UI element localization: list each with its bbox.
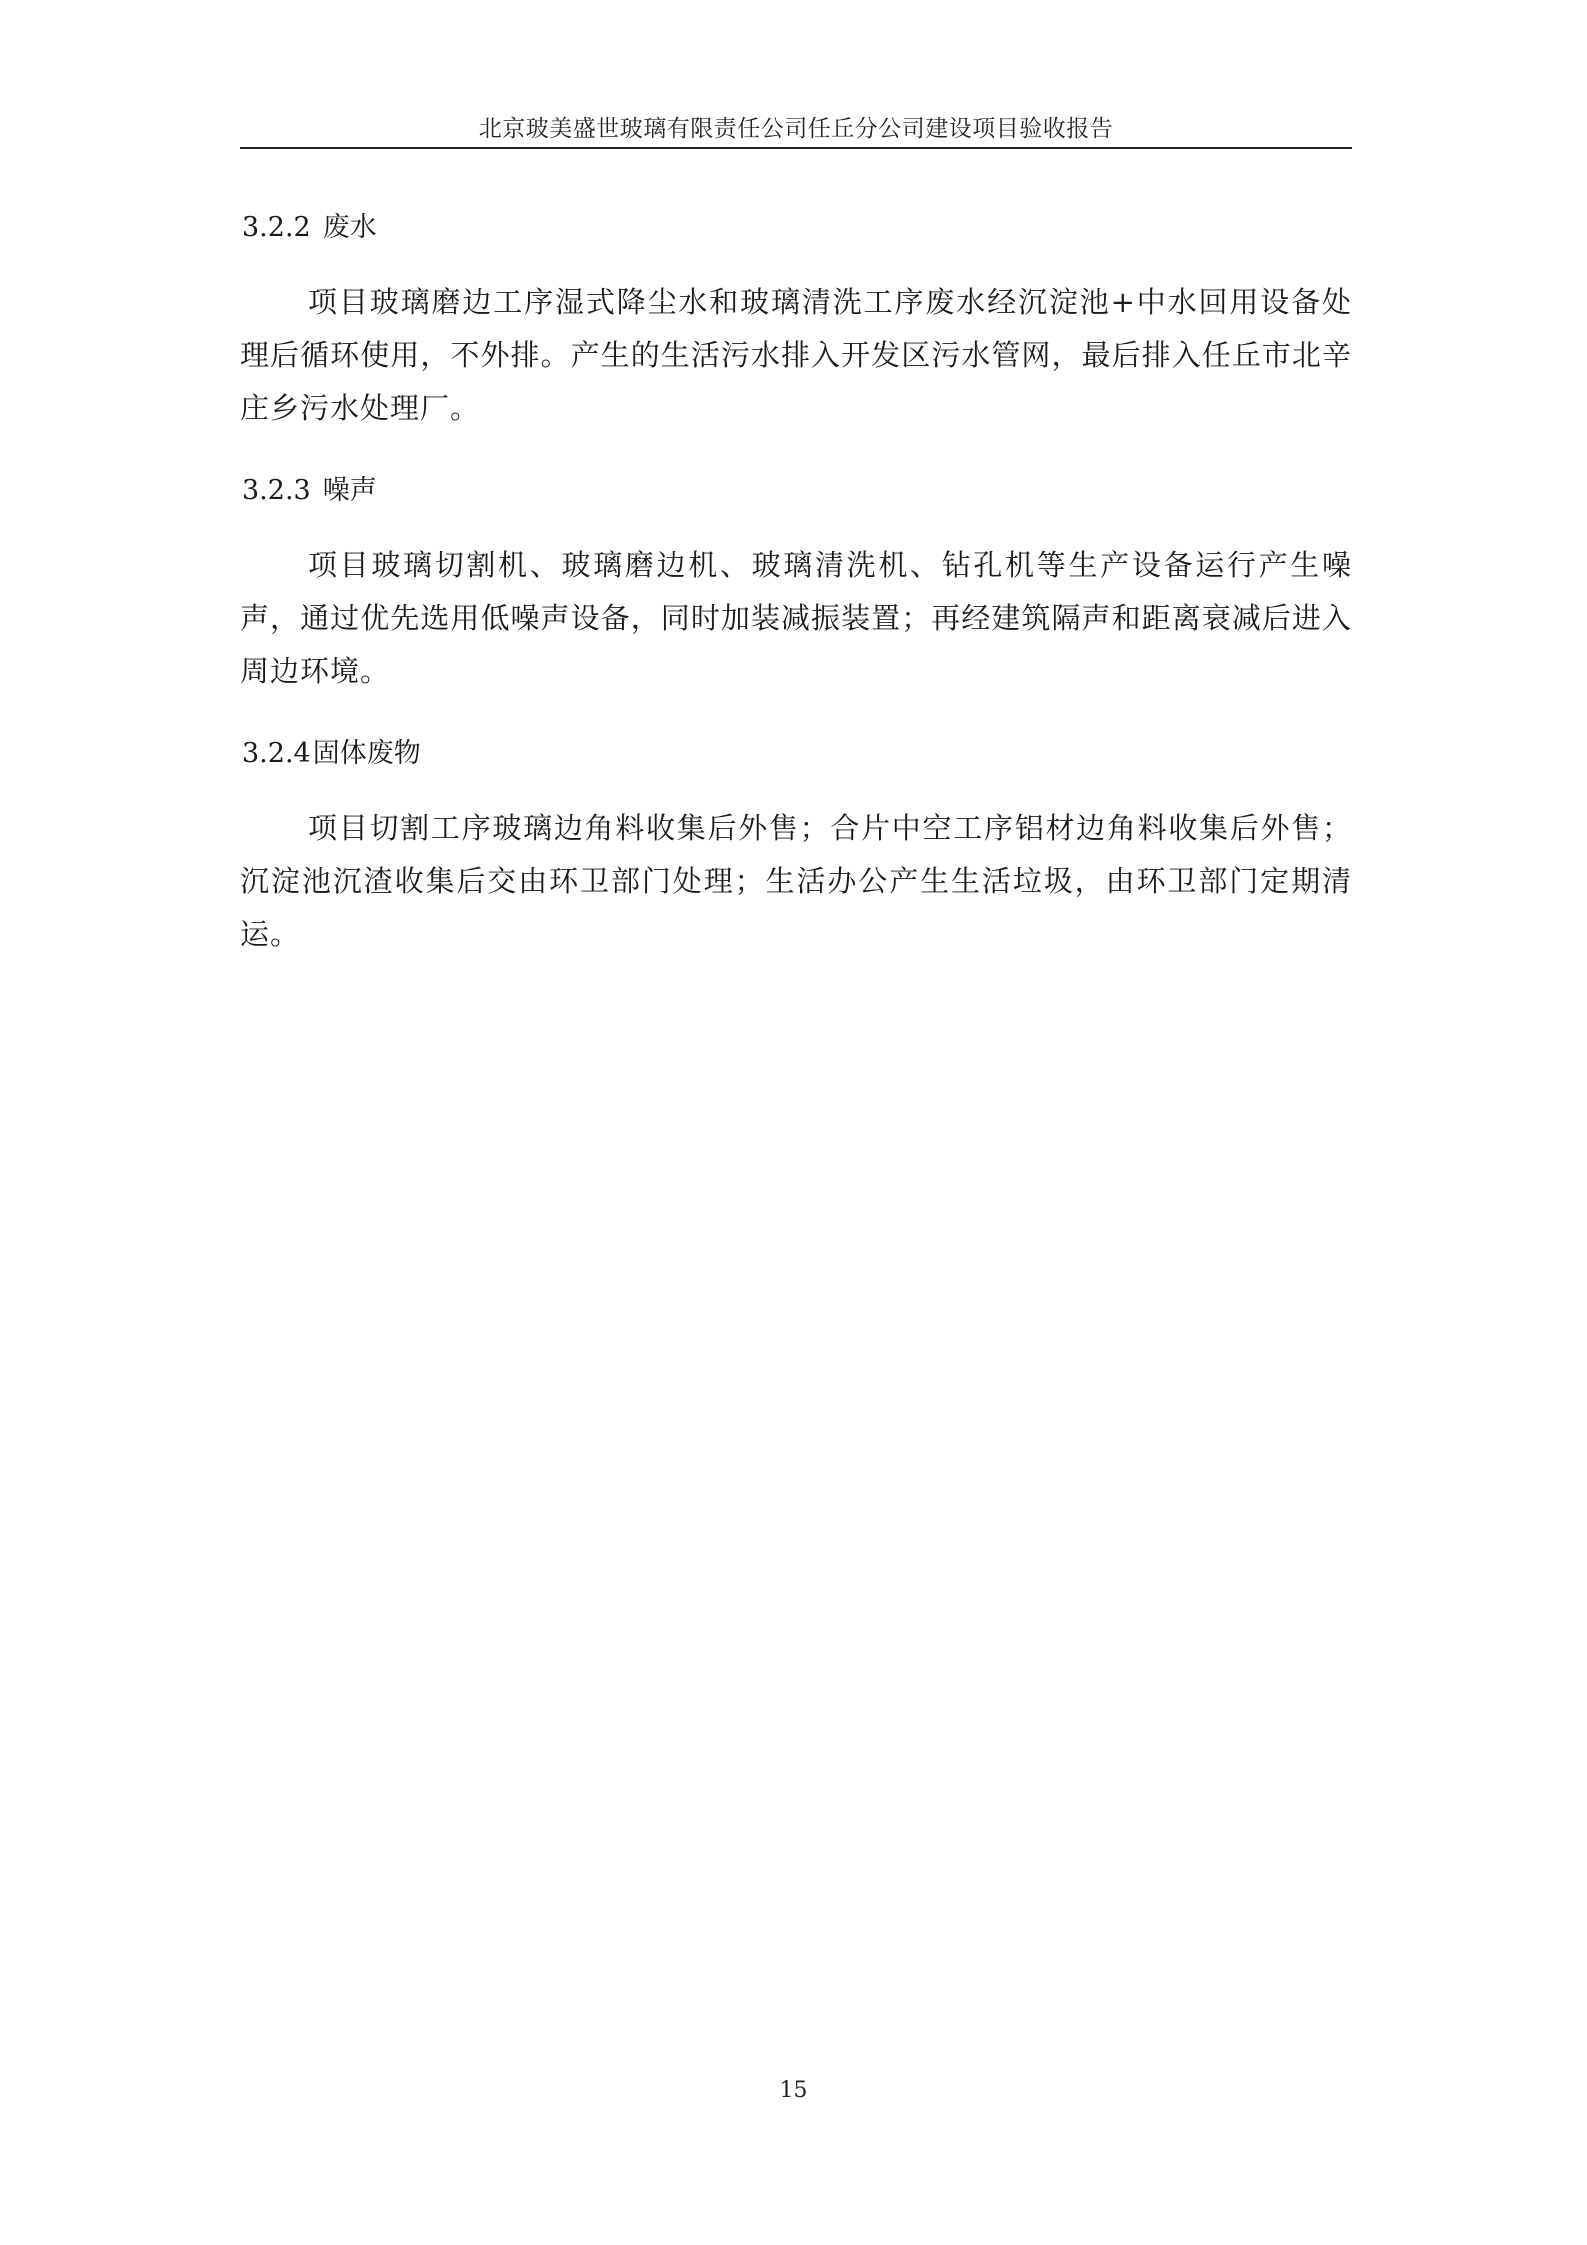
section-number: 3.2.2 [242,212,311,243]
section-paragraph-wastewater: 项目玻璃磨边工序湿式降尘水和玻璃清洗工序废水经沉淀池+中水回用设备处理后循环使用，不外排。产生的生活污水排入开发区污水管网，最后排入任丘市北辛庄乡污水处理厂。 [240,285,1352,425]
section-title: 固体废物 [312,738,421,769]
section-paragraph-solid-waste: 项目切割工序玻璃边角料收集后外售；合片中空工序铝材边角料收集后外售；沉淀池沉渣收集后交由环卫部门处理；生活办公产生生活垃圾，由环卫部门定期清运。 [240,811,1352,951]
section-number: 3.2.4 [242,738,311,769]
running-header-title: 北京玻美盛世玻璃有限责任公司任丘分公司建设项目验收报告 [478,116,1114,142]
section-heading-solid-waste [240,734,1352,774]
header-divider [240,147,1352,149]
section-number: 3.2.3 [242,475,311,506]
section-paragraph-noise: 项目玻璃切割机、玻璃磨边机、玻璃清洗机、钻孔机等生产设备运行产生噪声，通过优先选用低噪声设备，同时加装减振装置；再经建筑隔声和距离衰减后进入周边环境。 [240,548,1352,688]
section-heading-noise [240,471,1352,511]
document-body [240,190,1352,997]
section-heading-wastewater [240,208,1352,248]
section-title: 噪声 [322,475,377,506]
section-title: 废水 [322,212,377,243]
page-number: 15 [779,2078,808,2103]
